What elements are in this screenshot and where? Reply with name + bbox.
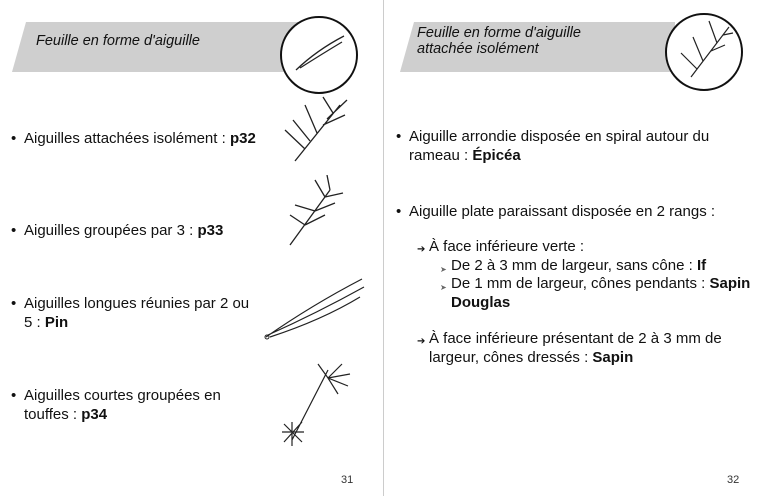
grouped-needles-sketch (285, 175, 350, 250)
page-number: 32 (727, 474, 740, 486)
sub-sub-item: ➤ De 2 à 3 mm de largeur, sans cône : If (451, 256, 761, 275)
list-item: • Aiguille arrondie disposée en spiral autour du rameau : Épicéa (396, 128, 710, 164)
triangle-bullet-icon: ➤ (440, 265, 447, 274)
list-item: • Aiguilles longues réunies par 2 ou 5 : Pin (11, 295, 250, 331)
page-title: Feuille en forme d'aiguille (36, 33, 200, 49)
page-divider (383, 0, 384, 496)
triangle-bullet-icon: ➤ (440, 283, 447, 292)
list-item: • Aiguille plate paraissant disposée en 2 rangs : (396, 203, 716, 220)
page-32 (385, 0, 768, 496)
arrow-bullet-icon: ➔ (417, 244, 426, 255)
long-needles-sketch (262, 275, 367, 345)
sub-sub-item: ➤ De 1 mm de largeur, cônes pendants : Sapin Douglas (440, 275, 751, 311)
needle-leaf-icon (280, 16, 358, 94)
sub-item: ➔ À face inférieure présentant de 2 à 3 mm de largeur, cônes dressés : Sapin (417, 330, 722, 366)
isolated-needle-icon (665, 13, 743, 91)
sub-item: ➔ À face inférieure verte : (429, 237, 759, 256)
list-item: • Aiguilles groupées par 3 : p33 (11, 222, 224, 239)
list-item: • Aiguilles attachées isolément : p32 (11, 130, 256, 147)
list-item: • Aiguilles courtes groupées en touffes : p34 (11, 387, 221, 423)
arrow-bullet-icon: ➔ (417, 336, 426, 347)
isolated-needles-sketch (275, 95, 355, 165)
page-number: 31 (341, 474, 354, 486)
page-title: Feuille en forme d'aiguille attachée isolément (417, 25, 581, 57)
tufted-needles-sketch (278, 360, 358, 450)
